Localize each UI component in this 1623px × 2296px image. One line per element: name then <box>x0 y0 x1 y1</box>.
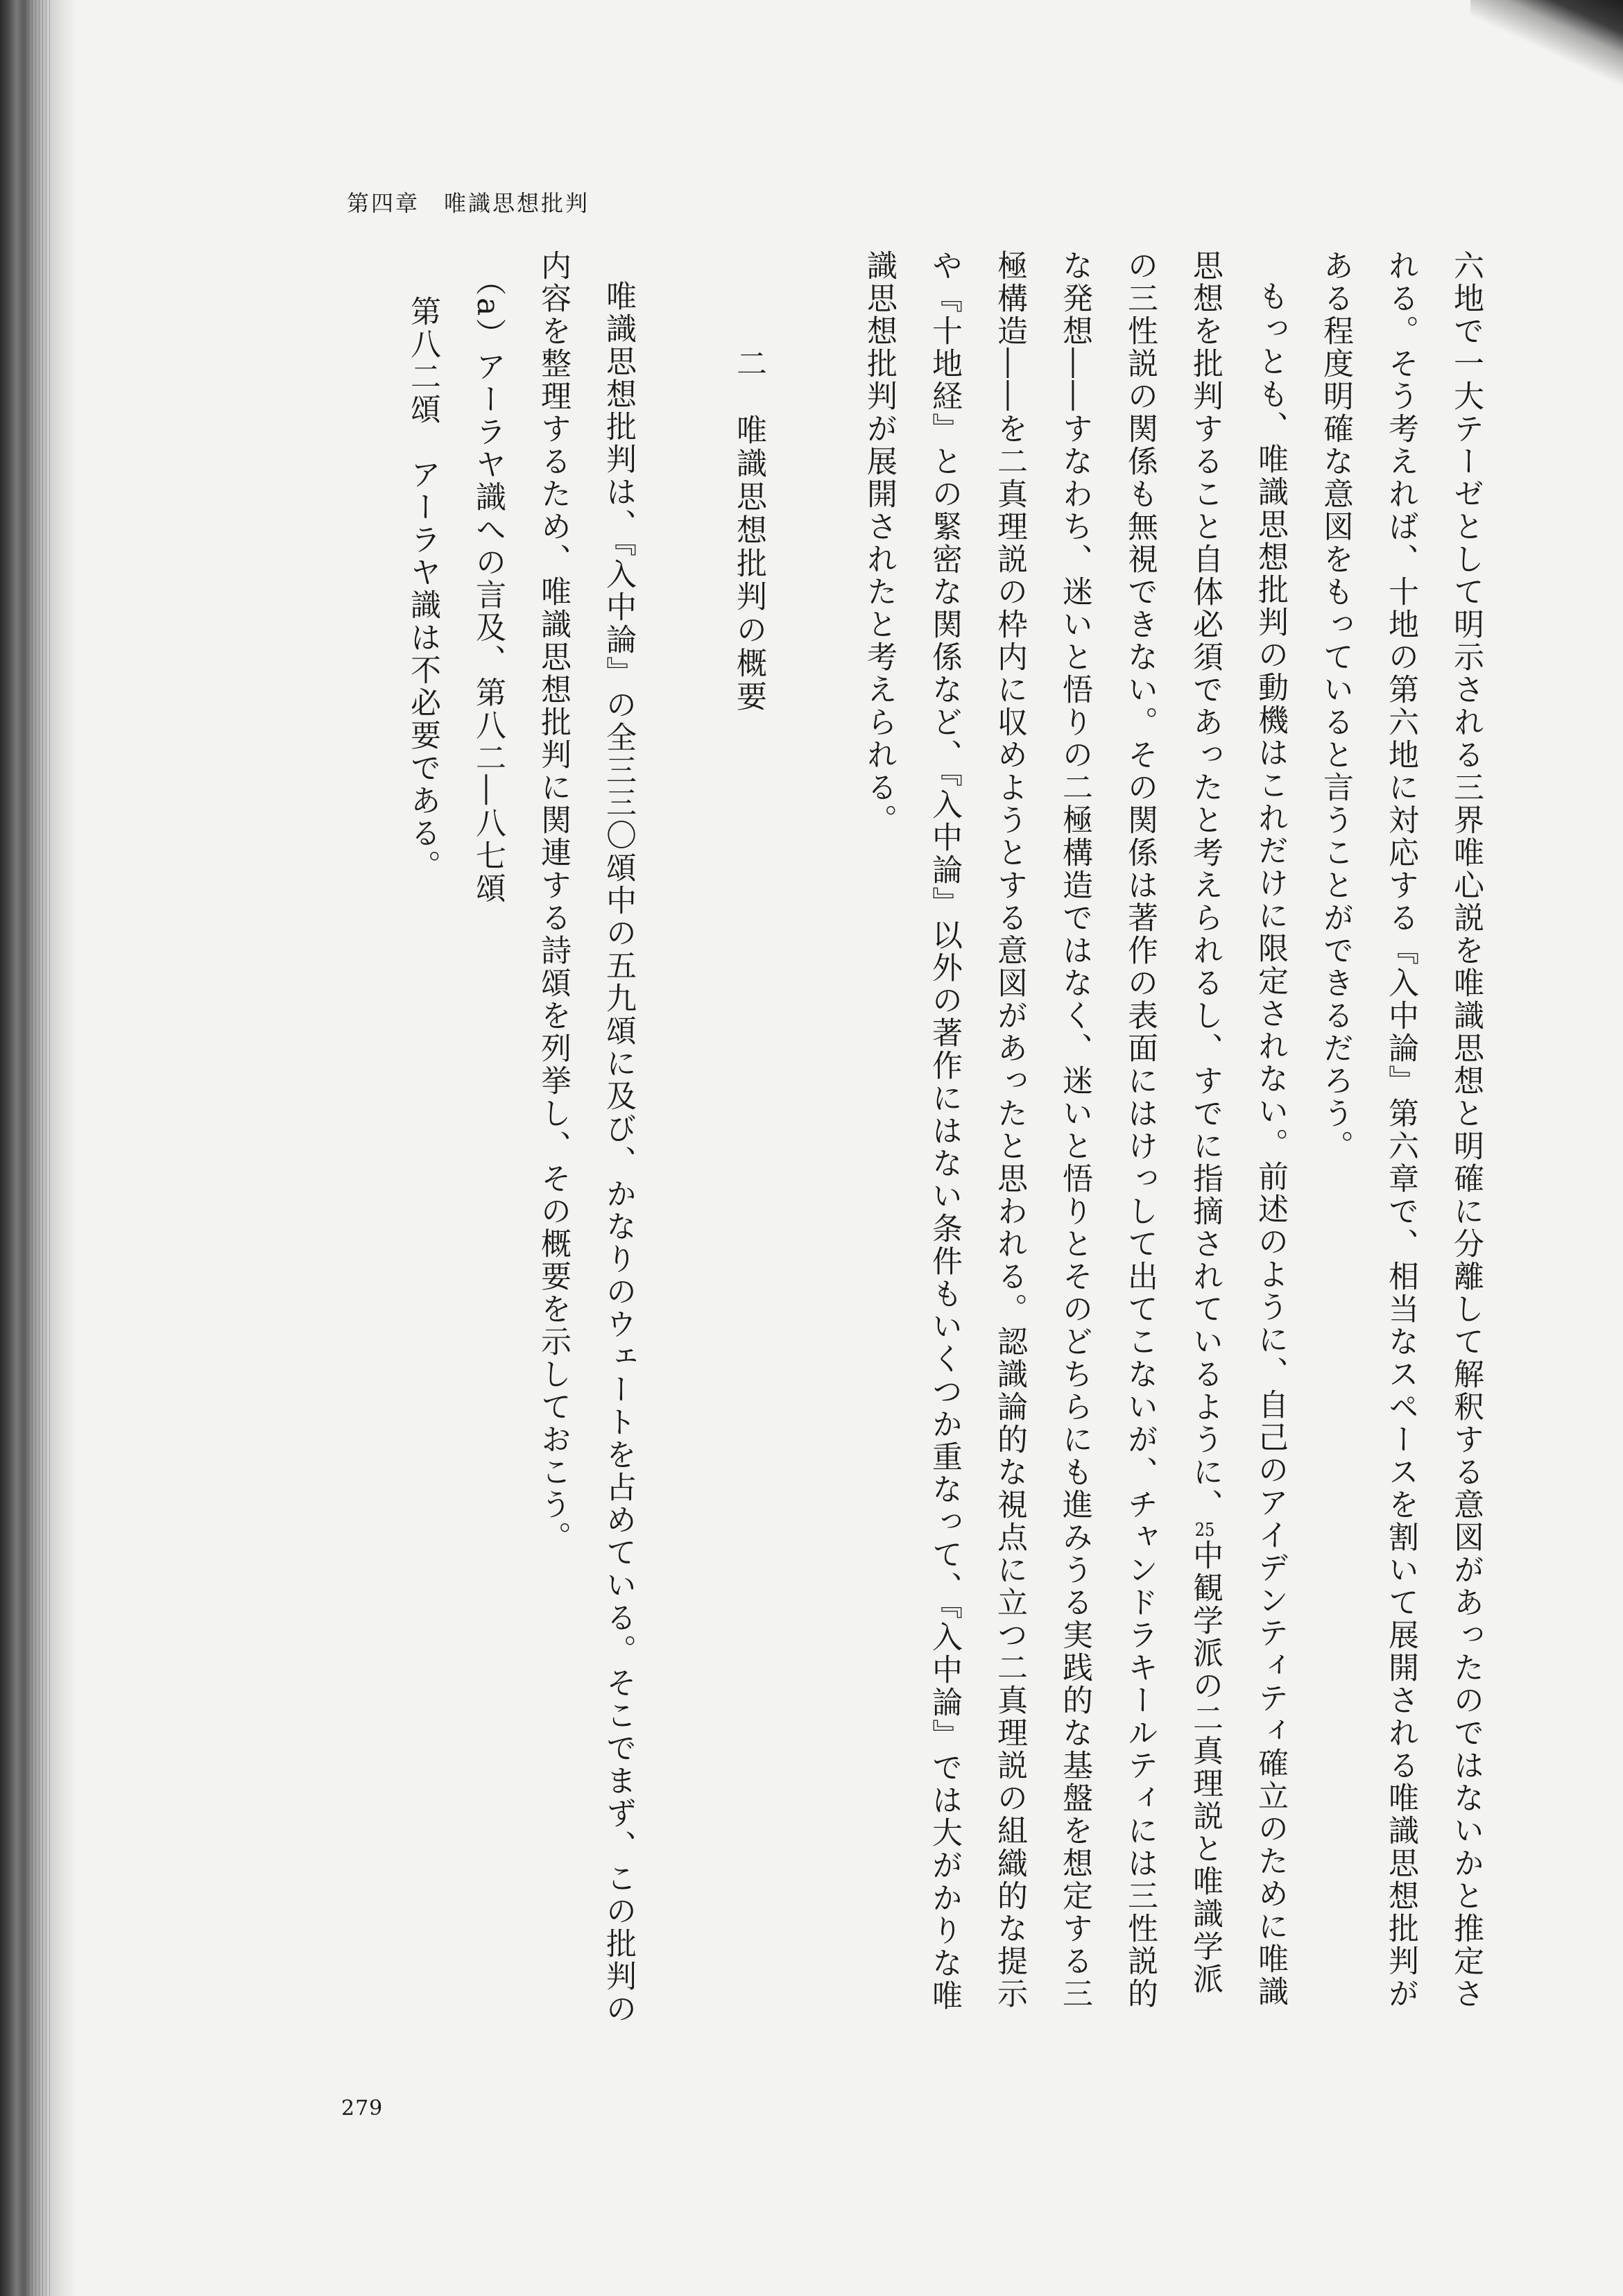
main-text <box>180 250 1498 2025</box>
section-paragraph: 唯識思想批判は、『入中論』の全三三〇頌中の五九頌に及び、かなりのウェートを占めている。そこでまず、この批判の内容を整理するため、唯識思想批判に関連する詩頌を列挙し、その概要を示しておこう。 <box>535 250 636 2025</box>
paragraph-1: 六地で一大テーゼとして明示される三界唯心説を唯識思想と明確に分離して解釈する意図があったのではないかと推定される。そう考えれば、十地の第六地に対応する『入中論』第六章で、相当なスペースを割いて展開される唯識思想批判がある程度明確な意図をもっていると言うことができるだろう。 <box>1318 250 1484 2010</box>
footnote-reference: 25 <box>1194 1521 1215 1539</box>
paragraph-2-continued: 中観学派の二真理説と唯識学派の三性説の関係も無視できない。その関係は著作の表面にはけっして出てこないが、チャンドラキールティには三性説的な発想――すなわち、迷いと悟りの二極構造ではなく、迷いと悟りとそのどちらにも進みうる実践的な基盤を想定する三極構造――を二真理説の枠内に収めようとする意図があったと思われる。認識論的な視点に立つ二真理説の組織的な提示や『十地経』との緊密な関係など、『入中論』以外の著作にはない条件もいくつか重なって、『入中論』では大がかりな唯識思想批判が展開されたと考えられる。 <box>861 250 1223 2012</box>
page-number: 279 <box>341 2096 384 2121</box>
paragraph-2 <box>846 250 1303 2025</box>
running-head: 第四章 唯識思想批判 <box>347 190 590 216</box>
scan-corner-shadow <box>1470 0 1623 111</box>
blank-line <box>651 250 716 2025</box>
verse-line: 第八二頌 アーラヤ識は不必要である。 <box>405 295 440 882</box>
section-title: 二 唯識思想批判の概要 <box>731 347 766 714</box>
blank-line <box>781 250 846 2025</box>
subsection-heading: （a）アーラヤ識への言及、第八二―八七頌 <box>470 265 506 905</box>
paragraph-2-text: もっとも、唯識思想批判の動機はこれだけに限定されない。前述のように、自己のアイデンティティ確立のために唯識思想を批判すること自体必須であったと考えられるし、すでに指摘されているように、 <box>1187 250 1288 2008</box>
book-spine-texture <box>25 0 53 2296</box>
